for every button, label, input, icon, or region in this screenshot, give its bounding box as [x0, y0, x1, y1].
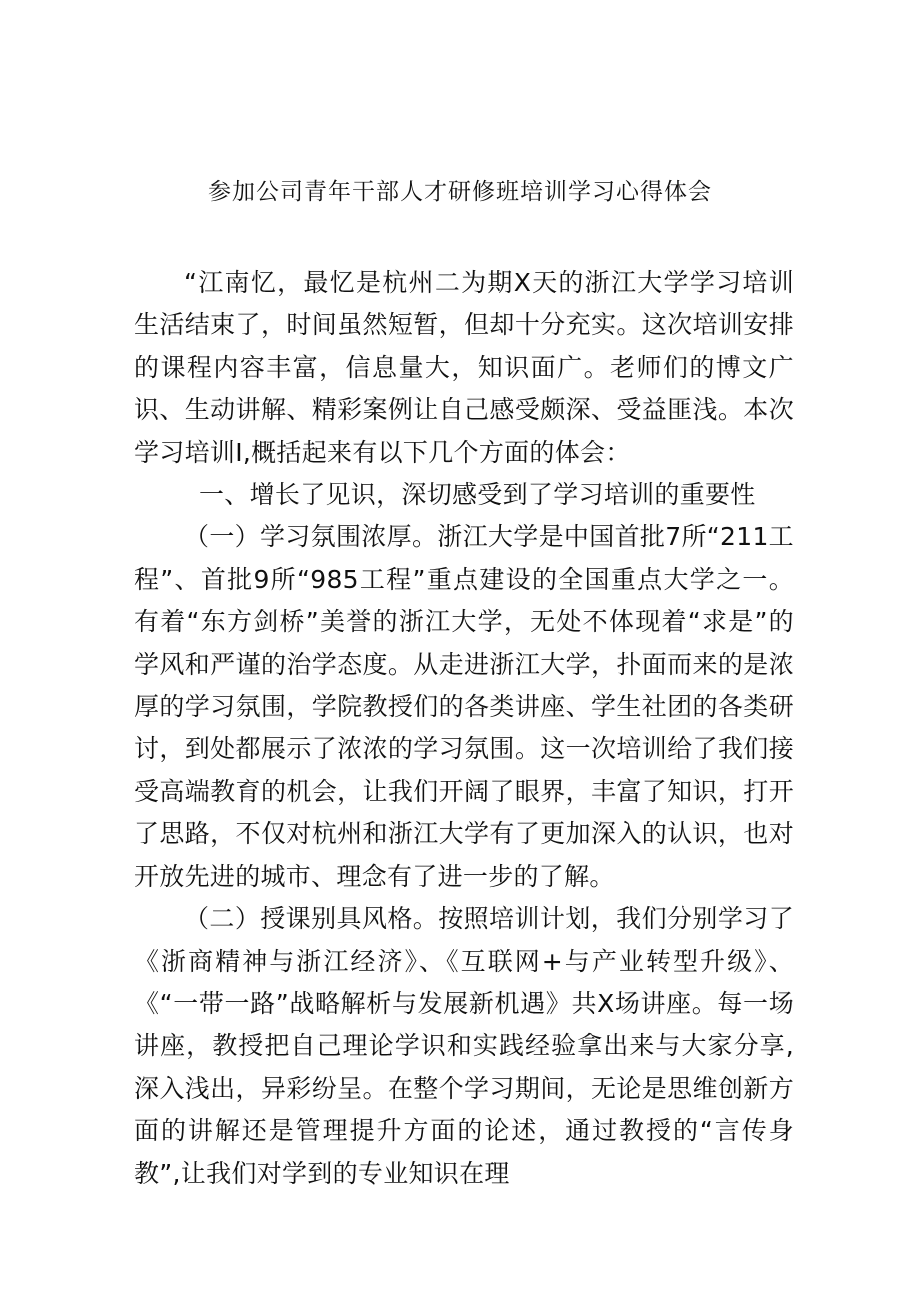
section-heading: 一、增长了见识，深切感受到了学习培训的重要性 — [199, 480, 756, 510]
document-body — [134, 262, 794, 1195]
subsection-paragraph: （二）授课别具风格。按照培训计划，我们分别学习了《浙商精神与浙江经济》、《互联网+与产业转型升级》、《“一带一路”战略解析与发展新机遇》共X场讲座。每一场讲座，教授把自己理论学识和实践经验拿出来与大家分享,深入浅出，异彩纷呈。在整个学习期间，无论是思维创新方面的讲解还是管理提升方面的论述，通过教授的“言传身教”,让我们对学到的专业知识在理 — [134, 904, 794, 1188]
intro-paragraph: “江南忆，最忆是杭州二为期X天的浙江大学学习培训生活结束了，时间虽然短暂，但却十分充实。这次培训安排的课程内容丰富，信息量大，知识面广。老师们的博文广识、生动讲解、精彩案例让自己感受颇深、受益匪浅。本次学习培训I,概括起来有以下几个方面的体会： — [134, 268, 794, 467]
document-title: 参加公司青年干部人才研修班培训学习心得体会 — [208, 179, 712, 205]
subsection-paragraph: （一）学习氛围浓厚。浙江大学是中国首批7所“211工程”、首批9所“985工程”重点建设的全国重点大学之一。有着“东方剑桥”美誉的浙江大学，无处不体现着“求是”的学风和严谨的治学态度。从走进浙江大学，扑面而来的是浓厚的学习氛围，学院教授们的各类讲座、学生社团的各类研讨，到处都展示了浓浓的学习氛围。这一次培训给了我们接受高端教育的机会，让我们开阔了眼界，丰富了知识，打开了思路，不仅对杭州和浙江大学有了更加深入的认识，也对开放先进的城市、理念有了进一步的了解。 — [134, 522, 794, 891]
